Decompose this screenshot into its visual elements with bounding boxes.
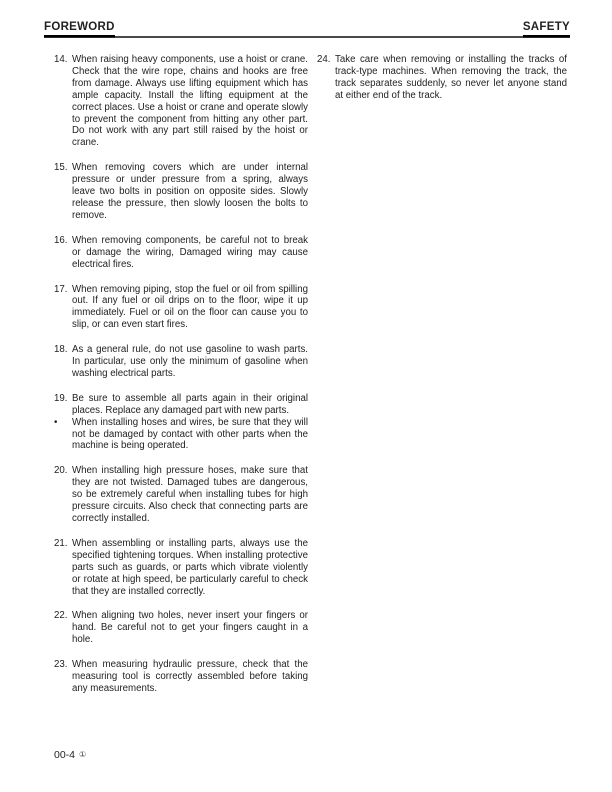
item-number: 23. xyxy=(54,659,68,671)
right-column xyxy=(317,54,567,708)
list-item-bullet xyxy=(54,417,308,453)
item-text: As a general rule, do not use gasoline to wash parts. In particular, use only the minimum of gasoline when washing electrical parts. xyxy=(72,344,308,379)
list-item-17 xyxy=(54,284,308,332)
running-header xyxy=(44,21,570,38)
bullet-marker: • xyxy=(54,416,58,428)
body-columns xyxy=(54,54,567,708)
item-number: 19. xyxy=(54,392,68,404)
item-text: When removing components, be careful not to break or damage the wiring, Damaged wiring may cause electrical fires. xyxy=(72,234,308,270)
item-number: 18. xyxy=(54,344,68,356)
list-item-19 xyxy=(54,393,308,417)
item-number: 22. xyxy=(54,610,68,622)
item-number: 16. xyxy=(54,234,68,246)
list-item-22 xyxy=(54,610,308,646)
item-text: When raising heavy components, use a hoist or crane. Check that the wire rope, chains and hooks are free from damage. Always use lifting equipment which has ample capacity. Install the lifting equipment at the correct places. Use a hoist or crane and operate slowly to prevent the component from hitting any other part. Do not work with any part still raised by the hoist or crane. xyxy=(72,54,308,149)
item-number: 17. xyxy=(54,283,68,295)
item-number: 24. xyxy=(317,54,331,65)
list-item-23 xyxy=(54,659,308,695)
list-item-20 xyxy=(54,465,308,525)
list-item-24 xyxy=(317,54,567,102)
item-text: When installing hoses and wires, be sure that they will not be damaged by contact with other parts when the machine is being operated. xyxy=(72,416,308,452)
list-item-18 xyxy=(54,344,308,380)
item-text: Take care when removing or installing the tracks of track-type machines. When removing the track, the track separates suddenly, so never let anyone stand at either end of the track. xyxy=(335,54,567,101)
item-number: 21. xyxy=(54,537,68,549)
header-section-foreword: FOREWORD xyxy=(44,21,115,33)
list-item-15 xyxy=(54,162,308,222)
item-text: When aligning two holes, never insert your fingers or hand. Be careful not to get your fingers caught in a hole. xyxy=(72,610,308,646)
list-item-16 xyxy=(54,235,308,271)
list-item-14 xyxy=(54,54,308,149)
list-item-21 xyxy=(54,538,308,598)
header-section-safety: SAFETY xyxy=(522,21,570,33)
item-number: 14. xyxy=(54,54,68,65)
item-text: When assembling or installing parts, always use the specified tightening torques. When installing protective parts such as guards, or parts which vibrate violently or rotate at high speed, be particularly careful to check that they are installed correctly. xyxy=(72,537,308,597)
item-text: When installing high pressure hoses, make sure that they are not twisted. Damaged tubes are dangerous, so be extremely careful when installing tubes for high pressure circuits. Also check that connecting parts are correctly installed. xyxy=(72,465,308,524)
item-text: When removing covers which are under internal pressure or under pressure from a spring, always leave two bolts in position on opposite sides. Slowly release the pressure, then slowly loosen the bolts to remove. xyxy=(72,162,308,221)
page-footer xyxy=(54,749,86,761)
edition-mark-icon: ① xyxy=(79,750,87,759)
item-text: When measuring hydraulic pressure, check that the measuring tool is correctly assembled before taking any measurements. xyxy=(72,659,308,694)
page-number: 00-4 xyxy=(54,749,76,761)
left-column xyxy=(54,54,308,708)
item-text: Be sure to assemble all parts again in their original places. Replace any damaged part with new parts. xyxy=(72,392,308,416)
item-number: 20. xyxy=(54,465,68,477)
item-text: When removing piping, stop the fuel or oil from spilling out. If any fuel or oil drips on to the floor, wipe it up immediately. Fuel or oil on the floor can cause you to slip, or can even start fires. xyxy=(72,283,308,331)
item-number: 15. xyxy=(54,162,68,174)
